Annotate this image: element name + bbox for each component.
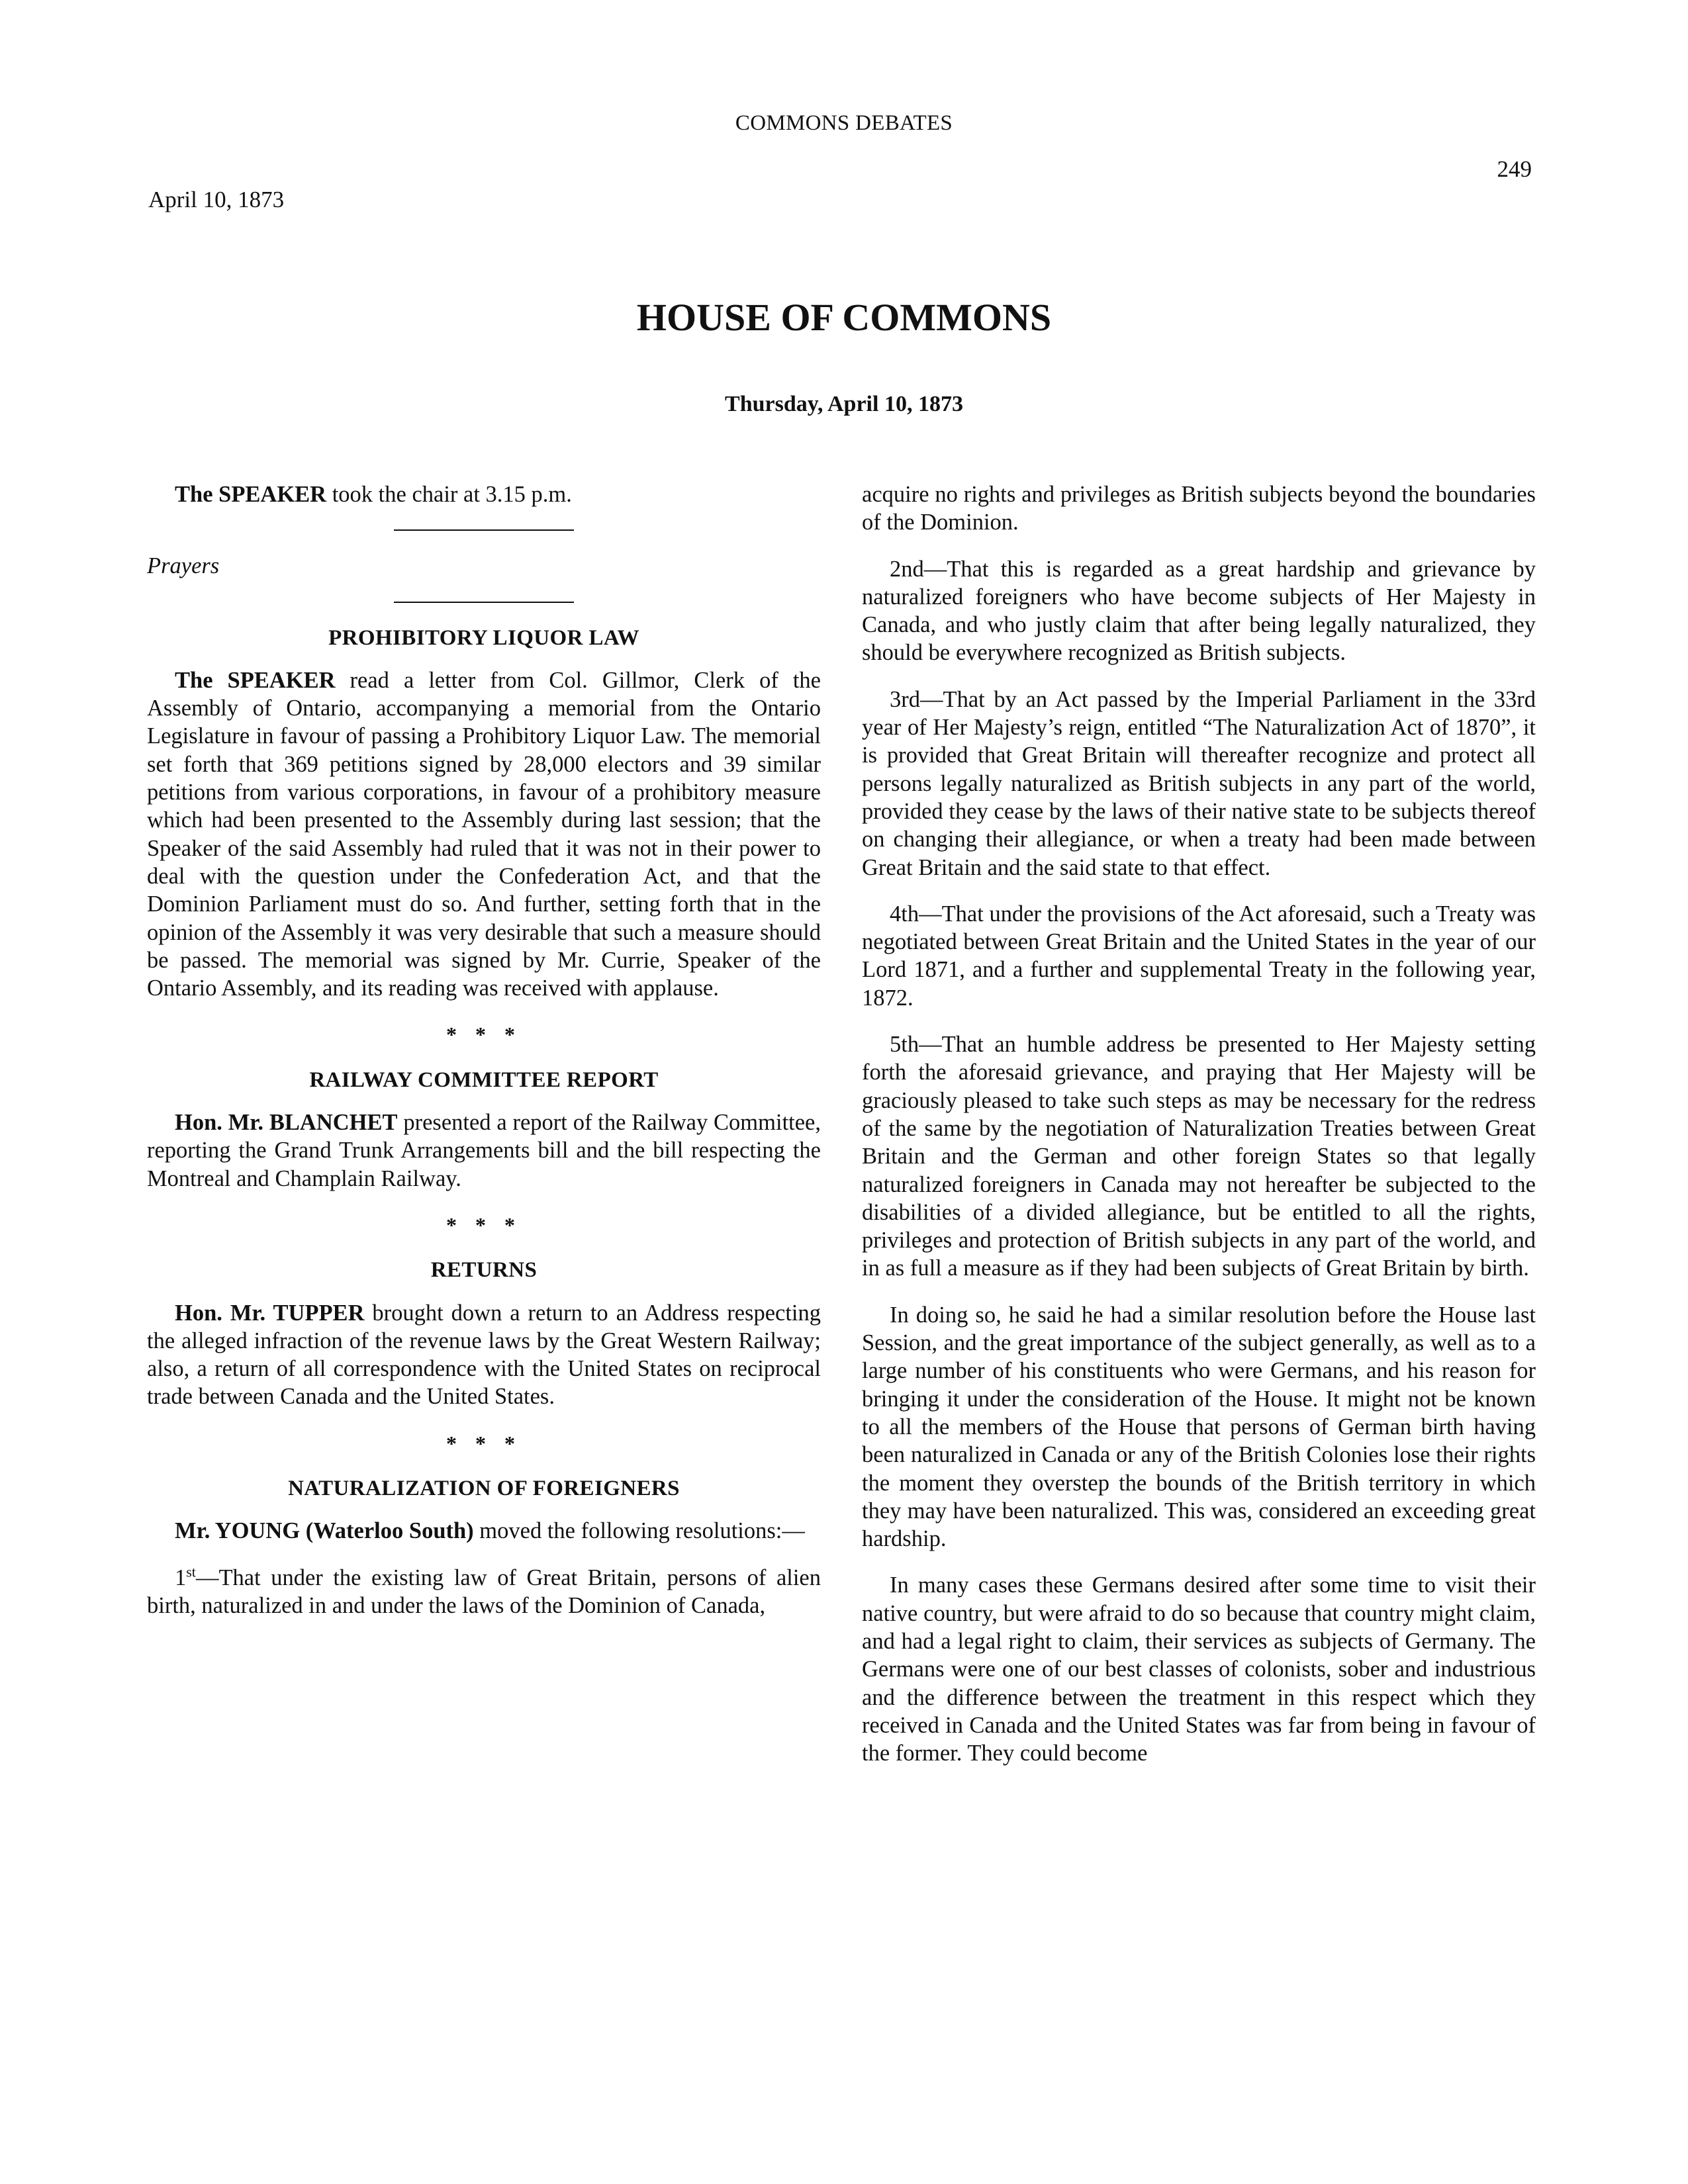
sitting-date: Thursday, April 10, 1873 <box>725 392 963 416</box>
speaker-name: Hon. Mr. BLANCHET <box>175 1110 398 1136</box>
resolution-5: 5th—That an humble address be presented to Her Majesty setting forth the aforesaid grievance, and praying that Her Majesty will be graciously pleased to take such steps as may be necessary for the redress of the same by the negotiation of Naturalization Treaties between Great Britain and the German and other foreign States so that legally naturalized foreigners in Canada may not hereafter be subjected to the disabilities of a divided allegiance, but be entitled to all the rights, privileges and protection of British subjects in any part of the world, and in as full a measure as if they had been subjects of Great Britain by birth. <box>862 1032 1536 1281</box>
speech-paragraph: In many cases these Germans desired after some time to visit their native country, but were afraid to do so because that country might claim, and had a legal right to claim, their services as subjects of Germany. The Germans were one of our best classes of colonists, sober and industrious and the difference between the treatment in this respect which they received in Canada and the United States was far from being in favour of the former. They could become <box>862 1572 1536 1766</box>
paragraph-text: —That under the existing law of Great Britain, persons of alien birth, naturalized in and under the laws of the Dominion of Canada, <box>147 1565 821 1618</box>
resolution-4: 4th—That under the provisions of the Act aforesaid, such a Treaty was negotiated between Great Britain and the United States in the year of our Lord 1871, and a further and supplemental Treaty in the following year, 1872. <box>862 901 1536 1011</box>
railway-paragraph <box>147 1109 821 1193</box>
section-heading-returns: RETURNS <box>430 1258 538 1283</box>
page-title: HOUSE OF COMMONS <box>636 296 1052 339</box>
opening-paragraph <box>147 480 821 508</box>
divider-rule <box>394 602 574 603</box>
ordinal-suffix: st <box>186 1563 196 1580</box>
liquor-paragraph <box>147 666 821 1003</box>
paragraph-text: brought down a return to an Address respecting the alleged infraction of the revenue laws by the Great Western Railway; also, a return of all correspondence with the United States on reciprocal trade between Canada and the United States. <box>147 1300 821 1410</box>
running-head: COMMONS DEBATES <box>735 111 953 135</box>
resolution-1 <box>147 1564 821 1620</box>
speaker-name: Hon. Mr. TUPPER <box>175 1300 365 1326</box>
section-separator: * * * <box>446 1023 522 1047</box>
speaker-name: The SPEAKER <box>175 482 327 507</box>
paragraph-text: took the chair at 3.15 p.m. <box>326 482 572 507</box>
section-heading-liquor: PROHIBITORY LIQUOR LAW <box>328 625 639 650</box>
resolution-1-continued: acquire no rights and privileges as British subjects beyond the boundaries of the Dominion. <box>862 482 1536 535</box>
speech-paragraph: In doing so, he said he had a similar resolution before the House last Session, and the great importance of the subject generally, as well as to a large number of his constituents who were Germans, and his reason for bringing it under the consideration of the House. It might not be known to all the members of the House that persons of German birth having been naturalized in Canada or any of the British Colonies lose their rights the moment they overstep the bounds of the British territory in which they may have been naturalized. This was, considered an exceeding great hardship. <box>862 1302 1536 1552</box>
naturalization-paragraph <box>147 1517 821 1545</box>
section-heading-railway: RAILWAY COMMITTEE REPORT <box>309 1068 659 1092</box>
paragraph-text: moved the following resolutions:— <box>473 1518 805 1544</box>
section-separator: * * * <box>446 1431 522 1455</box>
left-column <box>147 480 821 1638</box>
resolution-3: 3rd—That by an Act passed by the Imperial Parliament in the 33rd year of Her Majesty’s reign, entitled “The Naturalization Act of 1870”, it is provided that Great Britain will thereafter recognize and protect all persons legally naturalized as British subjects in any part of the world, provided they cease by the laws of their native state to be subjects thereof on changing their allegiance, or when a treaty had been made between Great Britain and the said state to that effect. <box>862 686 1536 880</box>
speaker-name: Mr. YOUNG (Waterloo South) <box>175 1518 474 1544</box>
divider-rule <box>394 529 574 531</box>
prayers-label: Prayers <box>147 553 220 579</box>
speaker-name: The SPEAKER <box>175 667 336 693</box>
page-date: April 10, 1873 <box>148 187 285 212</box>
section-heading-naturalization: NATURALIZATION OF FOREIGNERS <box>288 1477 680 1501</box>
resolution-number: 1 <box>175 1565 187 1590</box>
page-number: 249 <box>1497 156 1532 182</box>
section-separator: * * * <box>446 1212 522 1237</box>
returns-paragraph <box>147 1299 821 1411</box>
paragraph-text: presented a report of the Railway Committee, reporting the Grand Trunk Arrangements bill and the bill respecting the Montreal and Champlain Railway. <box>147 1110 821 1191</box>
resolution-2: 2nd—That this is regarded as a great hardship and grievance by naturalized foreigners who have become subjects of Her Majesty in Canada, and who justly claim that after being legally naturalized, they should be everywhere recognized as British subjects. <box>862 556 1536 666</box>
paragraph-text: read a letter from Col. Gillmor, Clerk of the Assembly of Ontario, accompanying a memorial from the Ontario Legislature in favour of passing a Prohibitory Liquor Law. The memorial set forth that 369 petitions signed by 28,000 electors and 39 similar petitions from various corporations, in favour of a prohibitory measure which had been presented to the Assembly during last session; that the Speaker of the said Assembly had ruled that it was not in their power to deal with the question under the Confederation Act, and that the Dominion Parliament must do so. And further, setting forth that in the opinion of the Assembly it was very desirable that such a measure should be passed. The memorial was signed by Mr. Currie, Speaker of the Ontario Assembly, and its reading was received with applause. <box>147 667 821 1001</box>
right-column <box>862 480 1536 1786</box>
